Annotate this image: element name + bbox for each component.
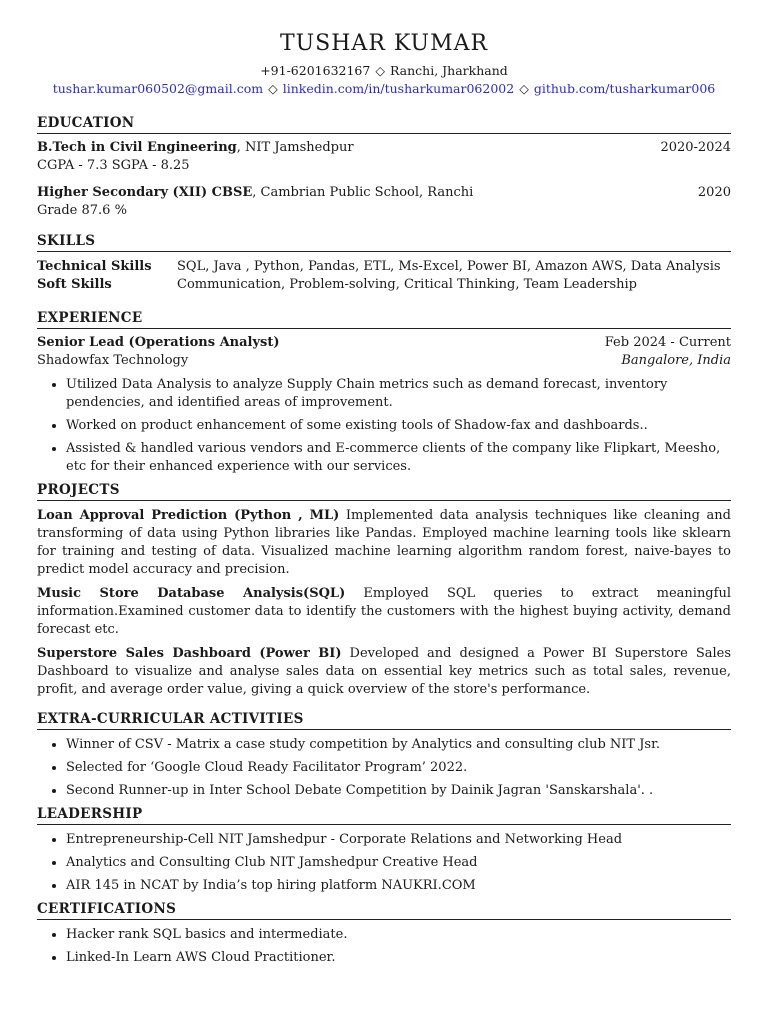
date: Feb 2024 - Current [604,335,731,350]
education-item [37,139,731,175]
section-projects-title: PROJECTS [37,482,731,501]
location: Ranchi, Jharkhand [389,63,508,78]
section-education-title: EDUCATION [37,115,731,134]
education-detail: CGPA - 7.3 SGPA - 8.25 [37,158,190,173]
list-item: • Worked on product enhancement of some existing tools of Shadow-fax and dashboards.. [66,417,731,435]
project-item [37,585,731,639]
school: , Cambrian Public School, Ranchi [252,185,474,200]
extracurricular-bullets [37,736,731,800]
diamond-separator-icon: ◇ [268,81,278,96]
list-item: • Linked-In Learn AWS Cloud Practitioner. [66,949,731,967]
leadership-bullets [37,831,731,895]
github-link[interactable]: github.com/tusharkumar006 [533,81,716,96]
technical-skills-value: SQL, Java , Python, Pandas, ETL, Ms-Excel, Power BI, Amazon AWS, Data Analysis [177,259,721,274]
date: 2020 [697,185,731,200]
links-line [37,80,731,98]
skills-grid [37,258,731,294]
project-name: Music Store Database Analysis(SQL) [37,586,346,601]
degree: B.Tech in Civil Engineering [37,140,237,155]
list-item: • Assisted & handled various vendors and E-commerce clients of the company like Flipkart, Meesho, etc for their enhanced experience with our services. [66,440,731,476]
list-item: • Winner of CSV - Matrix a case study competition by Analytics and consulting club NIT Jsr. [66,736,731,754]
project-name: Superstore Sales Dashboard (Power BI) [37,646,342,661]
list-item: • Selected for ‘Google Cloud Ready Facilitator Program’ 2022. [66,759,731,777]
company: Shadowfax Technology [37,353,189,368]
role: Senior Lead (Operations Analyst) [37,335,280,350]
list-item: • Hacker rank SQL basics and intermediate. [66,926,731,944]
section-leadership-title: LEADERSHIP [37,806,731,825]
diamond-separator-icon: ◇ [519,81,529,96]
candidate-name: TUSHAR KUMAR [279,31,489,56]
education-detail: Grade 87.6 % [37,203,127,218]
project-item [37,645,731,699]
contact-line [37,62,731,80]
section-experience-title: EXPERIENCE [37,310,731,329]
email-link[interactable]: tushar.kumar060502@gmail.com [52,81,264,96]
section-certifications-title: CERTIFICATIONS [37,901,731,920]
list-item: • Utilized Data Analysis to analyze Supply Chain metrics such as demand forecast, inventory pendencies, and identified areas of improvement. [66,376,731,412]
experience-item [37,334,731,476]
project-item [37,507,731,579]
experience-bullets [37,376,731,476]
certifications-bullets [37,926,731,967]
date: 2020-2024 [660,140,731,155]
diamond-separator-icon: ◇ [375,63,385,78]
resume-page [37,30,731,972]
list-item: • Entrepreneurship-Cell NIT Jamshedpur - Corporate Relations and Networking Head [66,831,731,849]
section-skills-title: SKILLS [37,233,731,252]
project-desc: Employed SQL queries to extract meaningful information.Examined customer data to identify the customers with the highest buying activity, demand forecast etc. [37,586,731,637]
list-item: • Analytics and Consulting Club NIT Jamshedpur Creative Head [66,854,731,872]
linkedin-link[interactable]: linkedin.com/in/tusharkumar062002 [282,81,515,96]
soft-skills-label: Soft Skills [37,277,112,292]
education-item [37,184,731,220]
list-item: • AIR 145 in NCAT by India’s top hiring platform NAUKRI.COM [66,877,731,895]
degree: Higher Secondary (XII) CBSE [37,185,253,200]
school: , NIT Jamshedpur [236,140,354,155]
project-desc: Implemented data analysis techniques like cleaning and transforming of data using Python libraries like Pandas. Employed machine learning tools like sklearn for training and testing of data. Visualized machine learning algorithm random forest, naive-bayes to predict model accuracy and precision. [37,508,731,577]
job-location: Bangalore, India [621,353,731,368]
section-extracurricular-title: EXTRA-CURRICULAR ACTIVITIES [37,711,731,730]
phone: +91-6201632167 [260,63,371,78]
project-desc: Developed and designed a Power BI Superstore Sales Dashboard to visualize and analyse sales data on essential key metrics such as total sales, revenue, profit, and average order value, giving a quick overview of the store's performance. [37,646,731,697]
technical-skills-label: Technical Skills [37,259,152,274]
list-item: • Second Runner-up in Inter School Debate Competition by Dainik Jagran 'Sanskarshala'. . [66,782,731,800]
project-name: Loan Approval Prediction (Python , ML) [37,508,340,523]
soft-skills-value: Communication, Problem-solving, Critical Thinking, Team Leadership [177,277,637,292]
